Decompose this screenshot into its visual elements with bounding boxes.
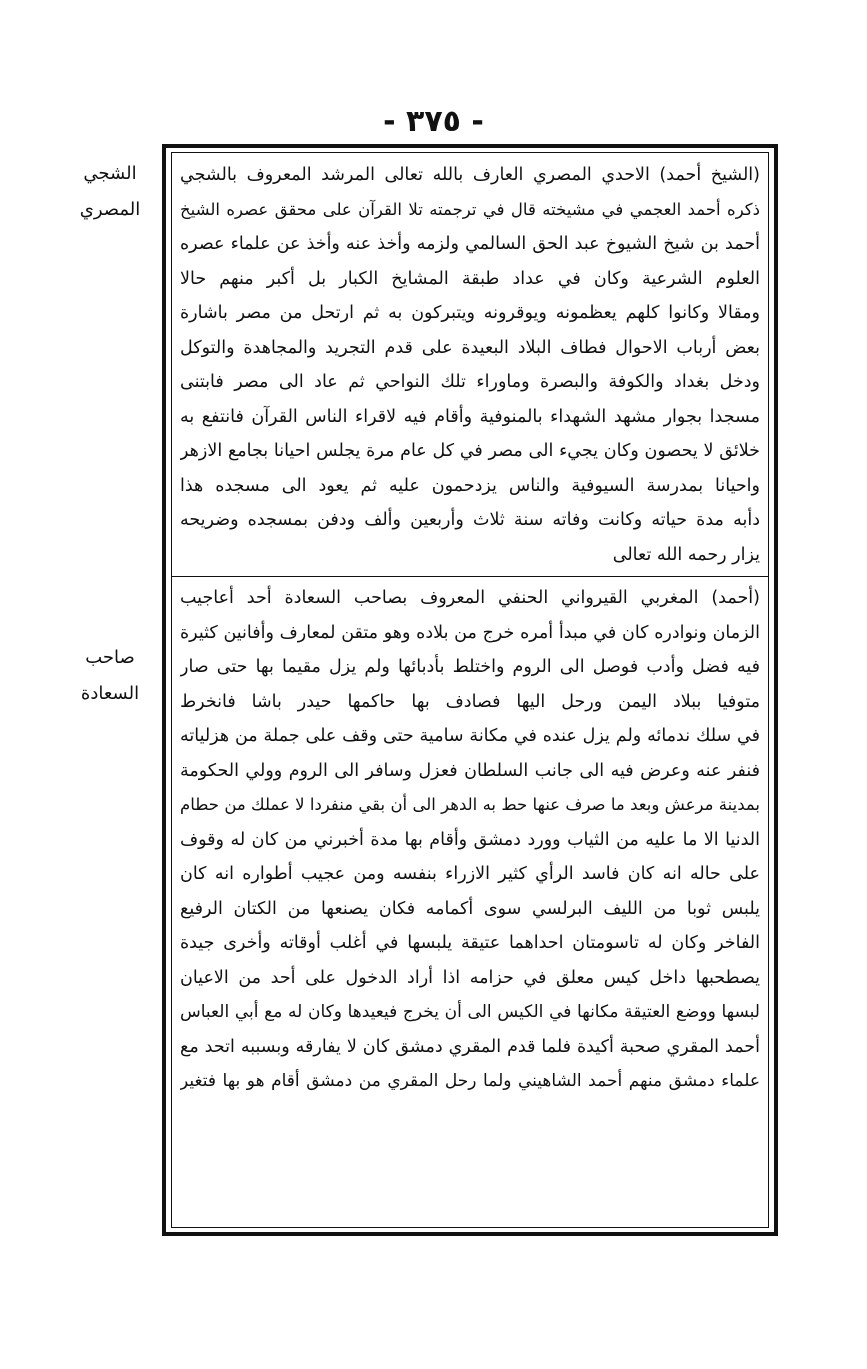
text-line: (أحمد) المغربي القيرواني الحنفي المعروف بصاحب السعادة أحد أعاجيب [180,588,760,608]
text-line: يزار رحمه الله تعالى [612,544,760,565]
margin-note-line: السعادة [80,683,140,704]
text-line: ذكره أحمد العجمي في مشيخته قال في ترجمته تلا القرآن على محقق عصره الشيخ [180,199,760,219]
text-line: أحمد بن شيخ الشيوخ عبد الحق السالمي ولزمه وأخذ عنه وأخذ عن علماء عصره [180,234,760,254]
text-line: فنفر عنه وعرض فيه الى جانب السلطان فعزل وسافر الى الروم وولي الحكومة [180,760,760,781]
text-line: الدنيا الا ما عليه من الثياب وورد دمشق وأقام بها مدة أخبرني من كان له وقوف [180,829,760,850]
text-line: متوفيا ببلاد اليمن ورحل اليها فصادف بها حاكمها حيدر باشا فانخرط [180,691,760,712]
biography-entry-sahib-al-saada [180,581,760,1099]
text-line: علماء دمشق منهم أحمد الشاهيني ولما رحل المقري من دمشق أقام هو بها فتغير [180,1071,760,1091]
text-line: العلوم الشرعية وكان في عداد طبقة المشايخ الكبار بل أكبر منهم حالا [180,268,760,289]
text-line: في سلك ندمائه ولم يزل عنده في مكانة سامية حتى وقف على جملة من هزلياته [180,726,760,746]
main-text [180,158,760,1099]
text-line: يصطحبها داخل كيس معلق في حزامه اذا أراد الدخول على أحد من الاعيان [180,967,760,988]
margin-note-sahib-al-saada [64,640,156,712]
text-line: ومقالا وكانوا كلهم يعظمونه ويوقرونه ويتبركون به ثم ارتحل من مصر باشارة [180,303,760,323]
margin-note-line: الشجي [83,163,137,184]
margin-note-line: صاحب [85,647,135,668]
text-line: ودخل بغداد والكوفة والبصرة وماوراء تلك النواحي ثم عاد الى مصر فابتنى [180,372,760,392]
page-number: - ٣٧٥ - [383,104,484,139]
text-line: على حاله انه كان فاسد الرأي كثير الازراء بنفسه ومن عجيب أطواره انه كان [180,864,760,884]
text-line: الزمان ونوادره كان في مبدأ أمره خرج من بلاده وهو متقن لمعارف وأفانين كثيرة [180,622,760,643]
text-line: خلائق لا يحصون وكان يجيء الى مصر في كل عام مرة يجلس احيانا بجامع الازهر [180,441,760,461]
section-divider [171,576,769,577]
margin-note-al-shaji [64,156,156,228]
text-line: بمدينة مرعش وبعد ما صرف عنها حط به الدهر الى أن بقي منفردا لا عملك من حطام [180,795,760,814]
text-line: مسجدا بجوار مشهد الشهداء بالمنوفية وأقام فيه لاقراء الناس القرآن فانتفع به [180,406,760,427]
text-line: فيه فضل وأدب فوصل الى الروم واختلط بأدبائها ولم يزل مقيما بها حتى صار [180,657,760,677]
text-line: الفاخر وكان له تاسومتان احداهما عتيقة يلبسها في أغلب أوقاته وأخرى جيدة [180,933,760,953]
text-line: لبسها ووضع العتيقة مكانها في الكيس الى أن يخرج فيعيدها وكان له مع أبي العباس [180,1002,760,1022]
text-line: يلبس ثوبا من الليف البرلسي سوى أكمامه فكان يصنعها من الكتان الرفيع [180,898,760,919]
biography-entry-al-shaji [180,158,760,572]
text-line: واحيانا بمدرسة السيوفية والناس يزدحمون عليه ثم يعود الى مسجده هذا [180,475,760,496]
text-line: أحمد المقري صحبة أكيدة فلما قدم المقري دمشق كان لا يفارقه وبسببه اتحد مع [180,1036,760,1057]
margin-note-line: المصري [79,199,141,220]
text-line: بعض أرباب الاحوال فطاف البلاد البعيدة على قدم التجريد والمجاهدة والتوكل [180,337,760,358]
text-line: دأبه مدة حياته وكانت وفاته سنة ثلاث وأربعين وألف ودفن بمسجده وضريحه [180,510,760,530]
text-line: (الشيخ أحمد) الاحدي المصري العارف بالله تعالى المرشد المعروف بالشجي [180,165,760,185]
